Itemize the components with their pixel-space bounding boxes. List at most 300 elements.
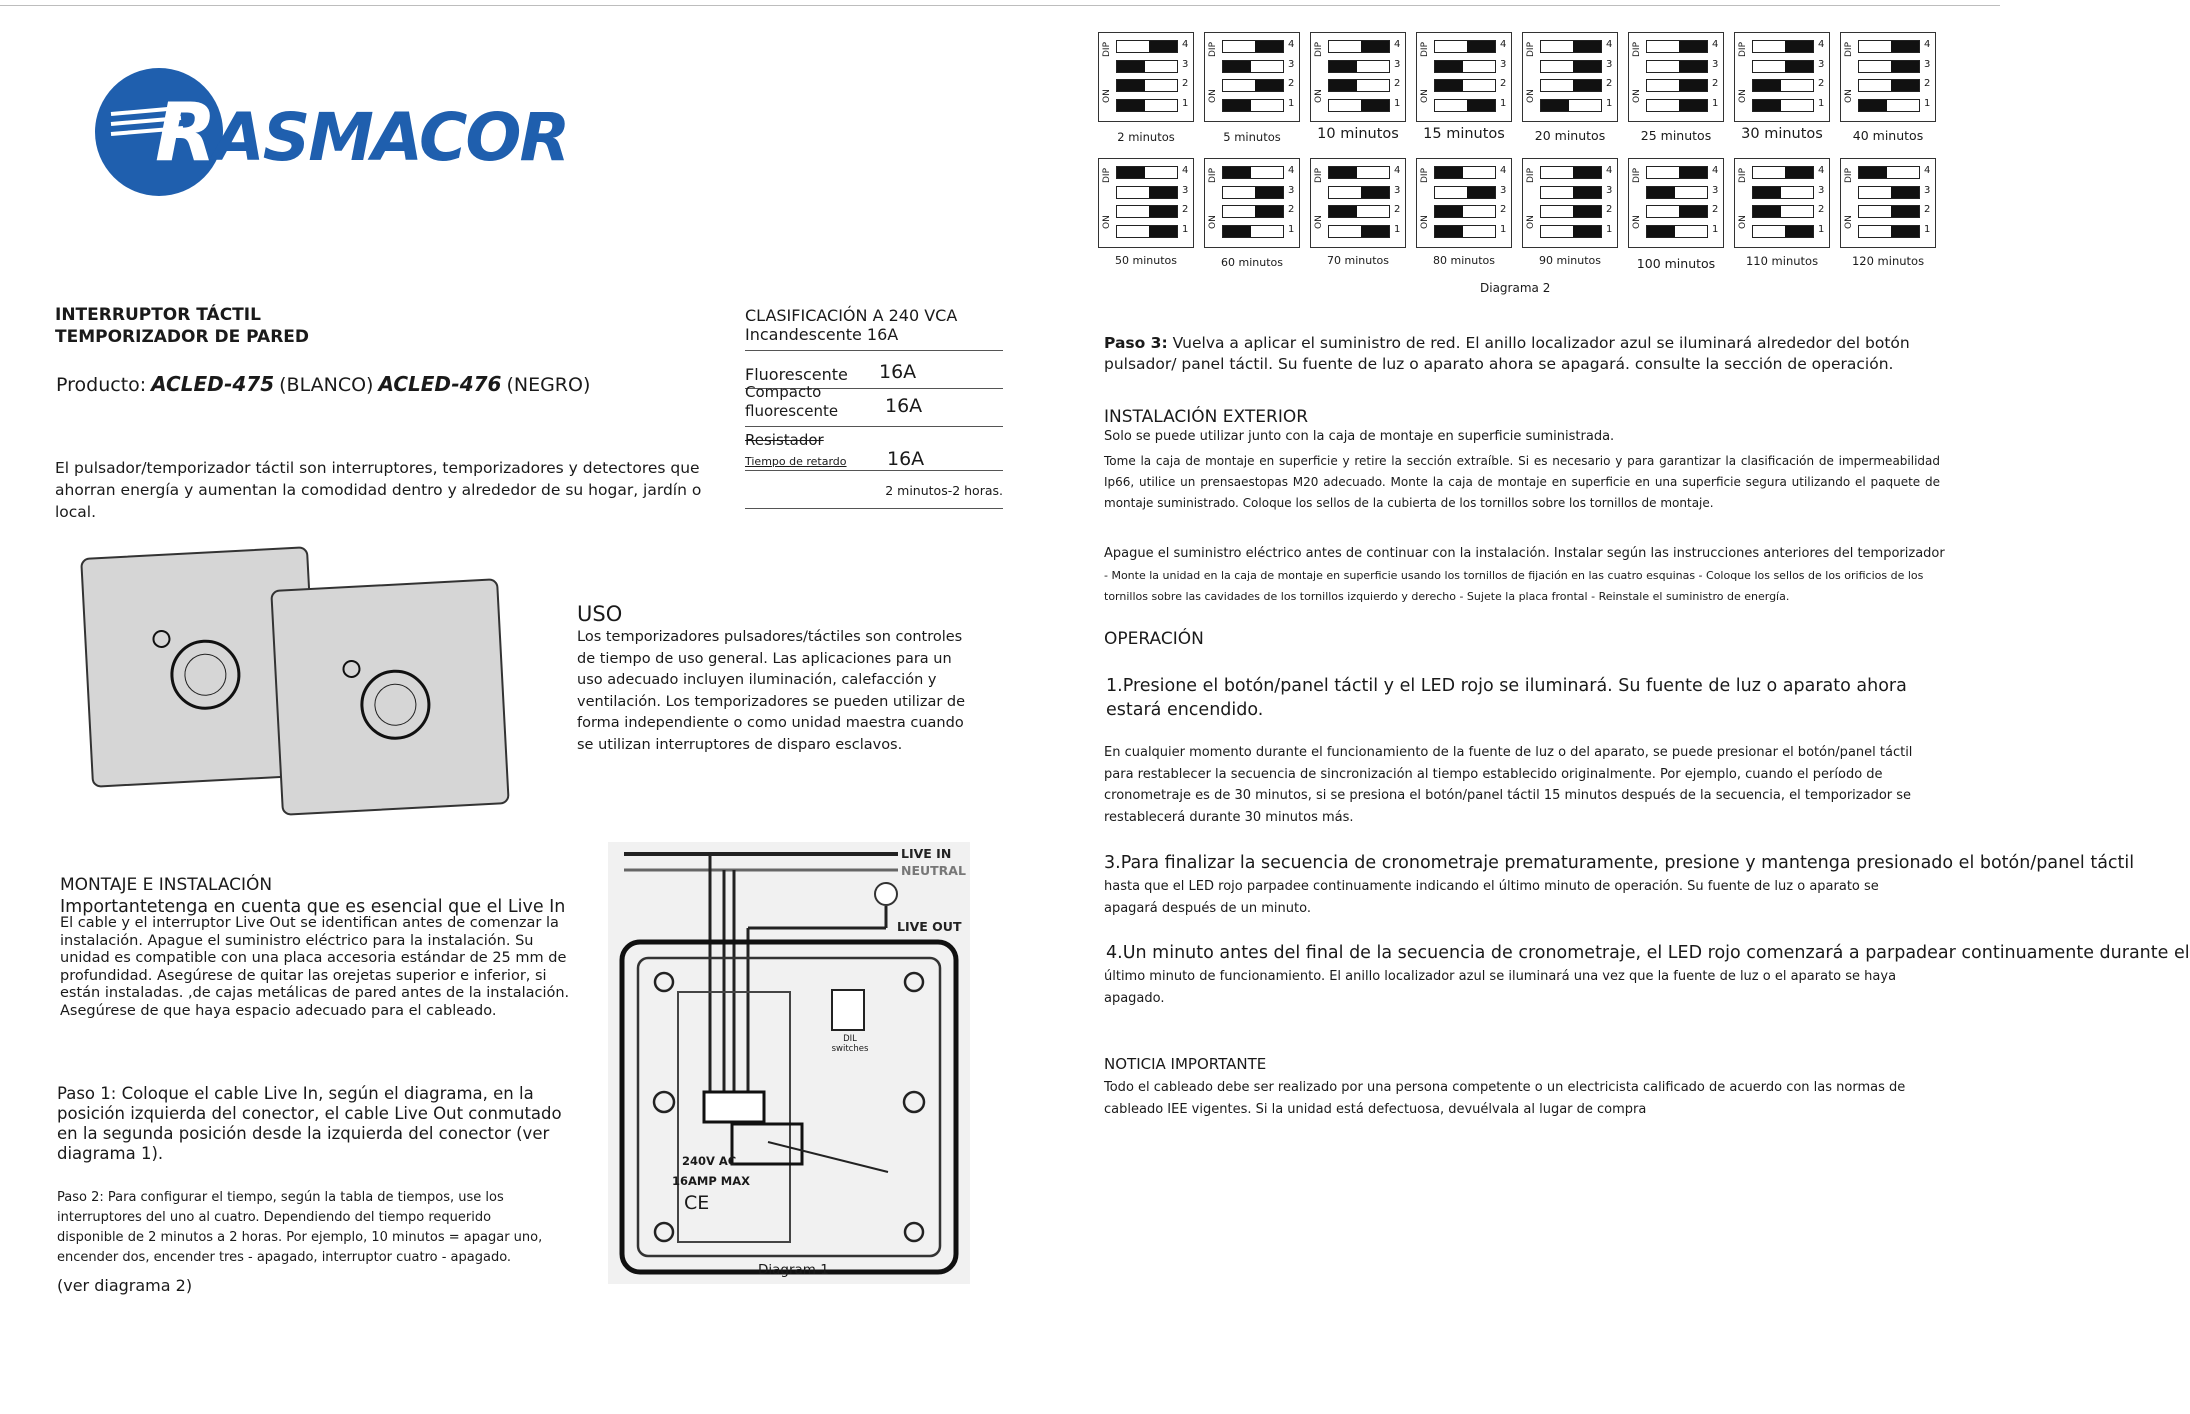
- operation-step3-body: hasta que el LED rojo parpadee continuamente indicando el último minuto de operación. Su fuente de luz o aparato se apagará después de un minuto.: [1104, 879, 1879, 916]
- dip-switch-number: 1: [1924, 97, 1931, 109]
- dip-switch-knob: [1679, 61, 1707, 72]
- dip-switch-number: 1: [1500, 97, 1507, 109]
- dip-switch-knob: [1255, 187, 1283, 198]
- dip-switch-number: 1: [1606, 97, 1613, 109]
- dip-switch-toggle: [1646, 40, 1708, 53]
- on-label: ON: [1632, 89, 1642, 103]
- dip-switch-toggle: [1328, 186, 1390, 199]
- dip-switch-knob: [1891, 41, 1919, 52]
- spec-table: [745, 306, 1003, 509]
- dip-switch-knob: [1361, 187, 1389, 198]
- wiring-diagram-graphic: [608, 842, 970, 1284]
- dip-switch-knob: [1573, 206, 1601, 217]
- dip-switch-toggle: [1222, 60, 1284, 73]
- dip-switch-setting: [1522, 32, 1618, 122]
- dip-switch-toggle: [1328, 99, 1390, 112]
- top-rule: [0, 5, 2000, 6]
- montaje-title: MONTAJE E INSTALACIÓN: [60, 875, 273, 895]
- dip-switch-toggle: [1222, 205, 1284, 218]
- dip-switch-toggle: [1116, 79, 1178, 92]
- led-dot: [152, 630, 171, 649]
- dip-switch-knob: [1573, 41, 1601, 52]
- dip-switch-knob: [1859, 167, 1887, 178]
- dip-label: DIP: [1526, 167, 1536, 183]
- dip-label: DIP: [1844, 167, 1854, 183]
- dip-label: DIP: [1420, 41, 1430, 57]
- dip-switch-number: 1: [1394, 223, 1401, 235]
- dip-switch-knob: [1891, 61, 1919, 72]
- operation-step4-head: 4.Un minuto antes del final de la secuencia de cronometraje, el LED rojo comenzará a parpadear continuamente durante el: [1106, 943, 2190, 963]
- dip-switch-knob: [1223, 167, 1251, 178]
- dip-switch-number: 4: [1288, 39, 1295, 50]
- on-label: ON: [1526, 89, 1536, 103]
- dip-switch-setting: [1522, 158, 1618, 248]
- on-label: ON: [1526, 215, 1536, 229]
- dip-switch-knob: [1891, 80, 1919, 91]
- dip-switch-toggle: [1434, 225, 1496, 238]
- uso-title: USO: [577, 602, 623, 626]
- dip-switch-number: 3: [1606, 58, 1613, 70]
- dip-switch-toggle: [1858, 205, 1920, 218]
- doc-title-line2: TEMPORIZADOR DE PARED: [55, 327, 310, 347]
- dip-switch-number: 4: [1394, 39, 1401, 50]
- dip-switch-knob: [1573, 80, 1601, 91]
- dip-switch-number: 2: [1818, 78, 1825, 89]
- spec-row-range: 2 minutos-2 horas.: [745, 471, 1003, 509]
- dip-label: DIP: [1738, 167, 1748, 183]
- dip-label: DIP: [1844, 41, 1854, 57]
- dip-switch-setting: [1098, 158, 1194, 248]
- dip-switch-number: 2: [1182, 204, 1189, 215]
- dip-switch-knob: [1223, 61, 1251, 72]
- spec-title: CLASIFICACIÓN A 240 VCA: [745, 306, 958, 325]
- dip-switch-number: 3: [1182, 184, 1189, 196]
- dip-switch-toggle: [1858, 79, 1920, 92]
- dip-time-caption: 50 minutos: [1115, 254, 1177, 267]
- dip-switch-toggle: [1328, 40, 1390, 53]
- dip-switch-knob: [1435, 80, 1463, 91]
- dip-switch-knob: [1753, 206, 1781, 217]
- dip-switch-setting: [1734, 32, 1830, 122]
- dip-switch-knob: [1679, 206, 1707, 217]
- operation-step1: 1.Presione el botón/panel táctil y el LED rojo se iluminará. Su fuente de luz o aparato ahora estará encendido.: [1106, 676, 1907, 720]
- dip-switch-knob: [1785, 226, 1813, 237]
- dip-label: DIP: [1632, 167, 1642, 183]
- dip-switch-toggle: [1222, 166, 1284, 179]
- dip-switch-number: 4: [1500, 165, 1507, 176]
- dip-switch-toggle: [1646, 205, 1708, 218]
- on-label: ON: [1314, 215, 1324, 229]
- paso2-label: Paso 2: [57, 1190, 100, 1205]
- dip-switch-number: 2: [1182, 78, 1189, 89]
- dip-switch-setting: [1628, 158, 1724, 248]
- dip-switch-number: 4: [1818, 165, 1825, 176]
- dip-switch-toggle: [1646, 166, 1708, 179]
- on-label: ON: [1844, 215, 1854, 229]
- dip-switch-number: 3: [1288, 58, 1295, 70]
- paso2: [57, 1188, 557, 1268]
- paso3-text: Vuelva a aplicar el suministro de red. El anillo localizador azul se iluminará alrededor del botón pulsador/ panel táctil. Su fuente de luz o aparato ahora se apagará. consulte la sección de operación.: [1104, 334, 1910, 373]
- dip-time-caption: 2 minutos: [1117, 130, 1175, 144]
- dip-switch-number: 2: [1606, 204, 1613, 215]
- wiring-diagram-1: [608, 842, 970, 1284]
- dip-switch-number: 3: [1818, 58, 1825, 70]
- dip-switch-setting: [1840, 32, 1936, 122]
- exterior-steps: - Monte la unidad en la caja de montaje en superficie usando los tornillos de fijación en las cuatro esquinas - Coloque los sellos de los orificios de los tornillos sobre las cavidades de los tornillos izquierdo y derecho - Sujete la placa frontal - Reinstale el suministro de energía.: [1104, 569, 1924, 603]
- dip-switch-number: 3: [1712, 58, 1719, 70]
- dip-switch-toggle: [1646, 60, 1708, 73]
- dip-switch-toggle: [1752, 205, 1814, 218]
- dip-switch-number: 4: [1500, 39, 1507, 50]
- on-label: ON: [1102, 89, 1112, 103]
- dip-switch-toggle: [1328, 79, 1390, 92]
- touch-button-ring: [359, 668, 433, 742]
- doc-title-line1: INTERRUPTOR TÁCTIL: [55, 305, 261, 325]
- dip-switch-knob: [1361, 100, 1389, 111]
- ce-mark: CE: [684, 1192, 710, 1214]
- on-label: ON: [1632, 215, 1642, 229]
- paso1: [57, 1084, 567, 1164]
- dip-time-caption: 30 minutos: [1741, 126, 1823, 142]
- dip-switch-number: 1: [1818, 97, 1825, 109]
- dip-switch-number: 2: [1500, 204, 1507, 215]
- dip-switch-knob: [1361, 226, 1389, 237]
- dip-switch-toggle: [1434, 60, 1496, 73]
- uso-body: Los temporizadores pulsadores/táctiles son controles de tiempo de uso general. Las aplicaciones para un uso adecuado incluyen iluminación, calefacción y ventilación. Los temporizadores se pueden utilizar de forma independiente o como unidad maestra cuando se utilizan interruptores de disparo esclavos.: [577, 629, 966, 753]
- dip-switch-knob: [1785, 41, 1813, 52]
- on-label: ON: [1420, 215, 1430, 229]
- dip-switch-number: 2: [1288, 204, 1295, 215]
- dip-switch-knob: [1753, 187, 1781, 198]
- paso2-ref: (ver diagrama 2): [57, 1276, 193, 1295]
- dip-switch-knob: [1753, 80, 1781, 91]
- dip-switch-number: 2: [1818, 204, 1825, 215]
- dip-switch-knob: [1223, 100, 1251, 111]
- dip-switch-setting: [1098, 32, 1194, 122]
- dip-switch-number: 4: [1182, 165, 1189, 176]
- dip-switch-setting: [1310, 158, 1406, 248]
- dip-switch-toggle: [1752, 225, 1814, 238]
- dip-switch-knob: [1117, 100, 1145, 111]
- color-white: (BLANCO): [279, 374, 374, 396]
- dip-switch-toggle: [1434, 186, 1496, 199]
- dip-switch-toggle: [1540, 166, 1602, 179]
- dip-switch-knob: [1435, 226, 1463, 237]
- spec-row-delay: Tiempo de retardo 16A: [745, 441, 1003, 471]
- rating-voltage: 240V AC: [682, 1154, 737, 1168]
- dip-switch-toggle: [1858, 99, 1920, 112]
- on-label: ON: [1208, 89, 1218, 103]
- dip-switch-knob: [1329, 206, 1357, 217]
- dip-switch-number: 1: [1712, 223, 1719, 235]
- dil-switches-label: DIL switches: [831, 1034, 869, 1054]
- dip-switch-toggle: [1116, 205, 1178, 218]
- dip-switch-toggle: [1858, 166, 1920, 179]
- dip-switch-number: 2: [1712, 204, 1719, 215]
- dip-switch-number: 3: [1394, 184, 1401, 196]
- on-label: ON: [1314, 89, 1324, 103]
- dip-switch-number: 3: [1394, 58, 1401, 70]
- logo-wordmark: RASMACOR: [155, 86, 569, 179]
- dip-switch-toggle: [1646, 186, 1708, 199]
- dip-switch-number: 2: [1924, 204, 1931, 215]
- dip-switch-knob: [1467, 187, 1495, 198]
- paso1-label: Paso 1: [57, 1084, 111, 1103]
- dip-time-caption: 15 minutos: [1423, 126, 1505, 142]
- dip-switch-toggle: [1434, 205, 1496, 218]
- exterior-power-off: Apague el suministro eléctrico antes de continuar con la instalación. Instalar según las instrucciones anteriores del temporizador: [1104, 546, 1945, 561]
- dip-switch-toggle: [1328, 205, 1390, 218]
- dip-switch-number: 4: [1712, 39, 1719, 50]
- dip-switch-number: 1: [1288, 223, 1295, 235]
- dip-switch-knob: [1573, 226, 1601, 237]
- dip-switch-toggle: [1540, 186, 1602, 199]
- dip-switch-number: 3: [1606, 184, 1613, 196]
- color-black: (NEGRO): [506, 374, 591, 396]
- dip-switch-toggle: [1540, 79, 1602, 92]
- dip-switch-knob: [1541, 100, 1569, 111]
- dip-switch-setting: [1628, 32, 1724, 122]
- dip-switch-knob: [1573, 187, 1601, 198]
- dip-label: DIP: [1420, 167, 1430, 183]
- dip-switch-toggle: [1328, 60, 1390, 73]
- dip-switch-knob: [1255, 80, 1283, 91]
- dip-switch-number: 1: [1182, 223, 1189, 235]
- dip-switch-toggle: [1116, 60, 1178, 73]
- montaje-subtitle: Importantetenga en cuenta que es esencial que el Live In: [60, 897, 566, 917]
- dip-switch-number: 4: [1288, 165, 1295, 176]
- dip-switch-number: 1: [1924, 223, 1931, 235]
- dip-switch-number: 3: [1818, 184, 1825, 196]
- dip-switch-knob: [1149, 41, 1177, 52]
- dip-switch-knob: [1435, 206, 1463, 217]
- on-label: ON: [1844, 89, 1854, 103]
- dip-switch-number: 4: [1924, 165, 1931, 176]
- dip-switch-knob: [1891, 206, 1919, 217]
- spec-row-fluorescent: Fluorescente 16A: [745, 351, 1003, 389]
- operation-title: OPERACIÓN: [1104, 629, 1204, 649]
- dip-switch-toggle: [1752, 40, 1814, 53]
- dip-switch-number: 4: [1818, 39, 1825, 50]
- dip-switch-number: 3: [1182, 58, 1189, 70]
- live-out-label: LIVE OUT: [897, 919, 962, 934]
- dip-switch-number: 2: [1500, 78, 1507, 89]
- dip-label: DIP: [1314, 41, 1324, 57]
- dip-switch-setting: [1310, 32, 1406, 122]
- dip-switch-toggle: [1540, 205, 1602, 218]
- dip-switch-toggle: [1540, 225, 1602, 238]
- product-line: [56, 372, 590, 396]
- dip-switch-number: 1: [1606, 223, 1613, 235]
- model-white: ACLED-475: [151, 372, 275, 396]
- operation-step3-head: 3.Para finalizar la secuencia de cronometraje prematuramente, presione y mantenga presionado el botón/panel táctil: [1104, 853, 2135, 873]
- dip-switch-number: 1: [1500, 223, 1507, 235]
- on-label: ON: [1208, 215, 1218, 229]
- dip-switch-number: 3: [1500, 184, 1507, 196]
- dip-switch-knob: [1859, 100, 1887, 111]
- dip-switch-knob: [1573, 61, 1601, 72]
- model-black: ACLED-476: [378, 372, 502, 396]
- dip-switch-knob: [1117, 61, 1145, 72]
- dip-switch-number: 1: [1182, 97, 1189, 109]
- dip-switch-number: 4: [1712, 165, 1719, 176]
- diagram2-caption: Diagrama 2: [1480, 281, 1551, 295]
- product-label: Producto:: [56, 374, 147, 396]
- dip-switch-knob: [1149, 226, 1177, 237]
- dip-switch-number: 2: [1924, 78, 1931, 89]
- dip-switch-number: 2: [1606, 78, 1613, 89]
- dip-switch-number: 1: [1288, 97, 1295, 109]
- dip-time-caption: 90 minutos: [1539, 254, 1601, 267]
- exterior-title: INSTALACIÓN EXTERIOR: [1104, 407, 1309, 427]
- dip-label: DIP: [1102, 41, 1112, 57]
- dip-switch-toggle: [1858, 40, 1920, 53]
- dip-switch-toggle: [1540, 40, 1602, 53]
- dip-switch-number: 4: [1182, 39, 1189, 50]
- dip-switch-number: 2: [1394, 78, 1401, 89]
- dip-label: DIP: [1208, 41, 1218, 57]
- dip-switch-knob: [1329, 80, 1357, 91]
- dip-switch-knob: [1149, 206, 1177, 217]
- dip-label: DIP: [1738, 41, 1748, 57]
- dip-switch-toggle: [1646, 99, 1708, 112]
- on-label: ON: [1420, 89, 1430, 103]
- live-in-label: LIVE IN: [901, 846, 952, 861]
- dip-switch-number: 1: [1818, 223, 1825, 235]
- dip-time-caption: 40 minutos: [1852, 128, 1924, 143]
- dip-switch-toggle: [1222, 225, 1284, 238]
- rating-current: 16AMP MAX: [672, 1174, 750, 1188]
- dip-switch-setting: [1734, 158, 1830, 248]
- dip-switch-toggle: [1752, 99, 1814, 112]
- exterior-body: Tome la caja de montaje en superficie y retire la sección extraíble. Si es necesario y para garantizar la clasificación de impermeabilidad Ip66, utilice un prensaestopas M20 adecuado. Monte la caja de montaje en superficie en una superficie segura utilizando el paquete de montaje suministrado. Coloque los sellos de la cubierta de los tornillos sobre los tornillos de montaje.: [1104, 454, 1940, 510]
- dip-switch-toggle: [1222, 186, 1284, 199]
- dip-switch-knob: [1573, 167, 1601, 178]
- dip-switch-toggle: [1858, 225, 1920, 238]
- montaje-body: El cable y el interruptor Live Out se identifican antes de comenzar la instalación. Apague el suministro eléctrico para la instalación. Su unidad es compatible con una placa accesoria estándar de 25 mm de profundidad. Asegúrese de quitar las orejetas superior e inferior, si están instaladas. ,de cajas metálicas de pared antes de la instalación. Asegúrese de que haya espacio adecuado para el cableado.: [60, 915, 570, 1019]
- dip-switch-toggle: [1434, 99, 1496, 112]
- notice-title: NOTICIA IMPORTANTE: [1104, 1055, 1267, 1073]
- paso3: [1104, 333, 1964, 375]
- dip-switch-knob: [1435, 167, 1463, 178]
- spec-row-compact: Compacto fluorescente 16A: [745, 389, 1003, 427]
- paso2-text: : Para configurar el tiempo, según la tabla de tiempos, use los interruptores del uno al cuatro. Dependiendo del tiempo requerido disponible de 2 minutos a 2 horas. Por ejemplo, 10 minutos = apagar uno, encender dos, encender tres - apagado, interruptor cuatro - apagado.: [57, 1190, 543, 1265]
- on-label: ON: [1738, 215, 1748, 229]
- exterior-subtitle: Solo se puede utilizar junto con la caja de montaje en superficie suministrada.: [1104, 429, 1615, 444]
- dip-switch-toggle: [1752, 79, 1814, 92]
- dip-label: DIP: [1314, 167, 1324, 183]
- on-label: ON: [1738, 89, 1748, 103]
- dip-switch-toggle: [1646, 79, 1708, 92]
- dip-switch-knob: [1679, 167, 1707, 178]
- dip-switch-toggle: [1222, 40, 1284, 53]
- dip-switch-number: 3: [1924, 184, 1931, 196]
- dip-switch-setting: [1416, 158, 1512, 248]
- on-label: ON: [1102, 215, 1112, 229]
- dip-switch-toggle: [1116, 225, 1178, 238]
- dip-switch-toggle: [1752, 60, 1814, 73]
- dip-switch-knob: [1785, 167, 1813, 178]
- dip-switch-toggle: [1858, 60, 1920, 73]
- rasmacor-logo: [95, 68, 569, 200]
- dip-switch-toggle: [1752, 166, 1814, 179]
- dip-time-caption: 80 minutos: [1433, 254, 1495, 267]
- dip-switch-knob: [1753, 100, 1781, 111]
- dip-switch-knob: [1329, 61, 1357, 72]
- dip-time-caption: 5 minutos: [1223, 130, 1281, 144]
- dip-switch-toggle: [1116, 186, 1178, 199]
- dip-switch-number: 4: [1606, 165, 1613, 176]
- dip-switch-number: 3: [1712, 184, 1719, 196]
- dip-switch-number: 3: [1288, 184, 1295, 196]
- dip-switch-setting: [1840, 158, 1936, 248]
- touch-button-ring: [169, 638, 243, 712]
- dip-switch-knob: [1679, 41, 1707, 52]
- dip-label: DIP: [1632, 41, 1642, 57]
- dip-switch-number: 4: [1924, 39, 1931, 50]
- diagram1-caption: Diagram 1: [758, 1262, 829, 1278]
- dip-switch-toggle: [1116, 166, 1178, 179]
- dip-switch-knob: [1361, 41, 1389, 52]
- led-dot: [342, 660, 361, 679]
- dip-switch-toggle: [1858, 186, 1920, 199]
- dip-switch-knob: [1891, 187, 1919, 198]
- notice-body: Todo el cableado debe ser realizado por una persona competente o un electricista calificado de acuerdo con las normas de cableado IEE vigentes. Si la unidad está defectuosa, devuélvala al lugar de compra: [1104, 1080, 1906, 1117]
- dip-switch-knob: [1149, 187, 1177, 198]
- paso3-label: Paso 3:: [1104, 334, 1168, 352]
- dip-switch-setting: [1204, 158, 1300, 248]
- dip-time-caption: 20 minutos: [1534, 128, 1606, 143]
- dip-switch-knob: [1647, 226, 1675, 237]
- dip-switch-toggle: [1434, 40, 1496, 53]
- dip-switch-number: 1: [1394, 97, 1401, 109]
- dip-switch-knob: [1891, 226, 1919, 237]
- dip-switch-knob: [1117, 80, 1145, 91]
- operation-step4-body: último minuto de funcionamiento. El anillo localizador azul se iluminará una vez que la fuente de luz o el aparato se haya apagado.: [1104, 969, 1897, 1006]
- dip-time-caption: 25 minutos: [1640, 128, 1712, 143]
- dip-label: DIP: [1102, 167, 1112, 183]
- spec-row-resistor: Resistador: [745, 431, 824, 449]
- dip-time-caption: 110 minutos: [1745, 254, 1819, 268]
- dip-switch-toggle: [1540, 99, 1602, 112]
- dip-switch-knob: [1117, 167, 1145, 178]
- dip-switch-knob: [1467, 100, 1495, 111]
- operation-step2: En cualquier momento durante el funcionamiento de la fuente de luz o del aparato, se puede presionar el botón/panel táctil para restablecer la secuencia de sincronización al tiempo establecido originalmente. Por ejemplo, cuando el período de cronometraje es de 30 minutos, si se presiona el botón/panel táctil 15 minutos después de la secuencia, el temporizador se restablecerá durante 30 minutos más.: [1104, 745, 1913, 825]
- dip-switch-number: 4: [1606, 39, 1613, 50]
- dip-switch-toggle: [1646, 225, 1708, 238]
- dip-switch-number: 1: [1712, 97, 1719, 109]
- dip-switch-toggle: [1116, 99, 1178, 112]
- dip-switch-setting: [1204, 32, 1300, 122]
- dip-time-caption: 10 minutos: [1317, 126, 1399, 142]
- dip-switch-number: 2: [1288, 78, 1295, 89]
- dip-switch-toggle: [1434, 79, 1496, 92]
- dip-switch-number: 3: [1500, 58, 1507, 70]
- dip-switch-number: 3: [1924, 58, 1931, 70]
- dip-switch-toggle: [1540, 60, 1602, 73]
- dip-switch-knob: [1255, 41, 1283, 52]
- dip-switch-toggle: [1116, 40, 1178, 53]
- dip-time-caption: 60 minutos: [1221, 256, 1283, 269]
- dip-switch-toggle: [1328, 225, 1390, 238]
- dip-time-caption: 100 minutos: [1636, 256, 1716, 271]
- intro-text: El pulsador/temporizador táctil son interruptores, temporizadores y detectores que ahorran energía y aumentan la comodidad dentro y alrededor de su hogar, jardín o local.: [55, 459, 702, 521]
- dip-switch-number: 2: [1394, 204, 1401, 215]
- neutral-label: NEUTRAL: [901, 863, 966, 878]
- dip-switch-knob: [1679, 100, 1707, 111]
- product-panel-black: [270, 578, 510, 816]
- dip-switch-knob: [1223, 226, 1251, 237]
